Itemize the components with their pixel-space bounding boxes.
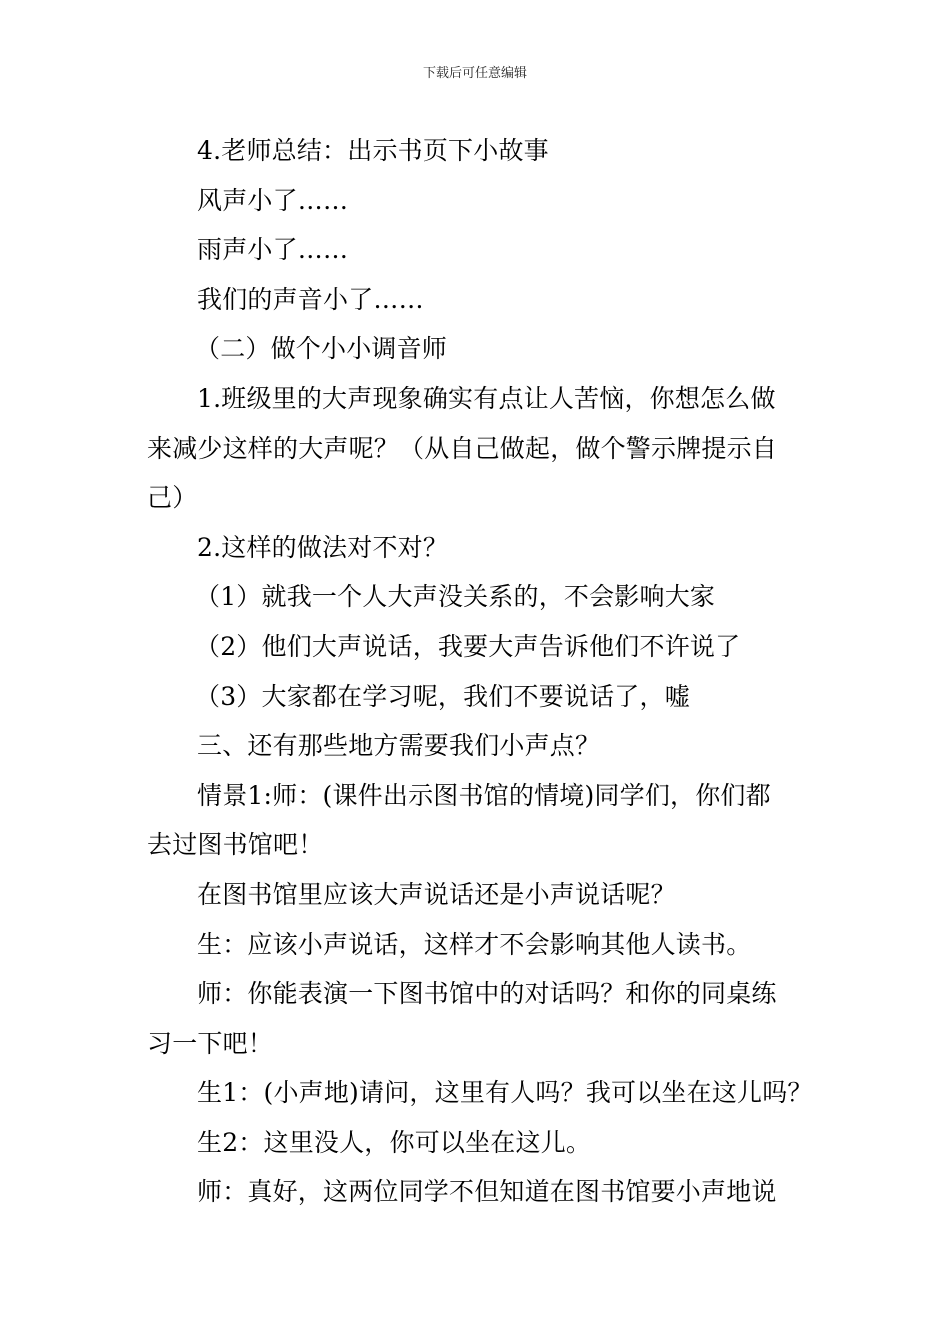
paragraph-line: 师：真好，这两位同学不但知道在图书馆要小声地说 [197, 1177, 777, 1207]
list-item: （3）大家都在学习呢，我们不要说话了，嘘 [195, 681, 690, 711]
paragraph-line: 生2：这里没人，你可以坐在这儿。 [197, 1127, 592, 1157]
paragraph-line: 习一下吧！ [147, 1028, 274, 1058]
paragraph-line: 情景1:师：(课件出示图书馆的情境)同学们，你们都 [197, 780, 771, 810]
paragraph-line: 来减少这样的大声呢？（从自己做起，做个警示牌提示自 [147, 433, 778, 463]
paragraph-line: 己） [147, 483, 198, 513]
paragraph-line: 1.班级里的大声现象确实有点让人苦恼，你想怎么做 [197, 383, 776, 413]
page-header: 下载后可任意编辑 [422, 66, 527, 81]
paragraph-line: 4.老师总结：出示书页下小故事 [197, 136, 549, 165]
paragraph-line: 我们的声音小了…… [197, 284, 424, 314]
paragraph-line: 生：应该小声说话，这样才不会影响其他人读书。 [197, 929, 752, 959]
paragraph-line: 生1：(小声地)请问，这里有人吗？我可以坐在这儿吗？ [197, 1078, 813, 1108]
section-heading: （二）做个小小调音师 [195, 334, 448, 364]
paragraph-line: 风声小了…… [197, 185, 349, 215]
paragraph-line: 雨声小了…… [197, 235, 349, 265]
paragraph-line: 在图书馆里应该大声说话还是小声说话呢？ [197, 879, 676, 909]
paragraph-line: 师：你能表演一下图书馆中的对话吗？和你的同桌练 [197, 979, 777, 1009]
list-item: （2）他们大声说话，我要大声告诉他们不许说了 [195, 631, 741, 661]
paragraph-line: 去过图书馆吧！ [147, 830, 324, 860]
paragraph-line: 2.这样的做法对不对？ [197, 532, 449, 562]
list-item: （1）就我一个人大声没关系的，不会影响大家 [195, 582, 716, 612]
section-heading: 三、还有那些地方需要我们小声点？ [197, 731, 601, 761]
document-body [147, 126, 817, 1217]
